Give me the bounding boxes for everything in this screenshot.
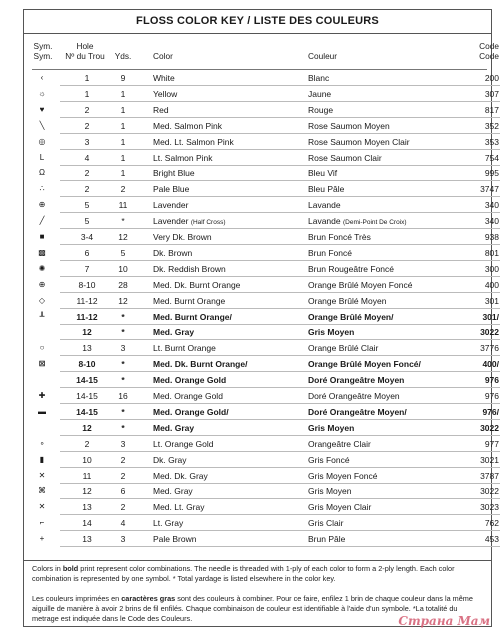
couleur-name-text: Orange Brûlé Moyen Foncé/: [308, 359, 421, 370]
page-title: FLOSS COLOR KEY / LISTE DES COULEURS: [136, 15, 379, 27]
couleur-name-text: Lavande: [308, 216, 341, 227]
color-name-text: Med. Orange Gold: [153, 391, 223, 401]
couleur-name-text: Gris Moyen: [308, 327, 355, 338]
color-name: [153, 468, 208, 484]
couleur-name: [308, 197, 341, 213]
floss-code: 762: [484, 518, 499, 529]
hole-number: 2: [84, 168, 90, 179]
hole-number: 11-12: [76, 295, 98, 306]
floss-code: 3747: [480, 184, 499, 195]
chart-symbol-icon: ⌘: [38, 486, 46, 496]
hole-number: 3: [84, 136, 90, 147]
chart-symbol-icon: ◇: [38, 295, 46, 305]
chart-symbol-icon: ■: [39, 232, 45, 241]
color-name: [153, 70, 175, 86]
couleur-name: [308, 420, 354, 436]
table-row: [30, 181, 499, 197]
chart-symbol-icon: Ω: [39, 168, 45, 178]
couleur-name: [308, 372, 404, 388]
color-name-text: Bright Blue: [153, 168, 195, 179]
color-name: [153, 118, 222, 134]
couleur-name: [308, 181, 344, 197]
color-name: [153, 340, 216, 356]
couleur-name-text: Jaune: [308, 88, 332, 99]
table-row: [30, 293, 499, 309]
couleur-name-text: Gris Clair: [308, 518, 344, 529]
couleur-name-text: Doré Orangeâtre Moyen/: [308, 406, 407, 417]
chart-symbol-icon: ⊕: [38, 279, 46, 289]
yardage: 1: [120, 120, 126, 131]
hole-number: 2: [84, 184, 90, 195]
hole-number: 5: [84, 216, 90, 227]
color-name-text: Med. Salmon Pink: [153, 120, 222, 131]
couleur-name: [308, 388, 400, 404]
floss-code: 976: [484, 375, 499, 386]
table-row: [30, 134, 499, 150]
hole-number: 2: [84, 438, 90, 449]
yardage: 2: [120, 454, 126, 465]
couleur-name: [308, 118, 390, 134]
color-name-text: Lt. Orange Gold: [153, 438, 214, 449]
color-name: [153, 150, 213, 166]
color-name-text: Very Dk. Brown: [153, 232, 212, 242]
floss-code: 400: [484, 279, 499, 290]
chart-symbol-icon: ▮: [39, 454, 45, 464]
chart-symbol-icon: ‹: [40, 73, 44, 82]
color-name-text: Lt. Burnt Orange: [153, 343, 216, 354]
color-note: (Half Cross): [190, 219, 226, 227]
floss-code: 340: [484, 216, 499, 227]
couleur-name: [308, 277, 412, 293]
hole-number: 14-15: [76, 375, 98, 386]
couleur-name-text: Rose Saumon Moyen: [308, 120, 390, 131]
hole-number: 14-15: [76, 391, 98, 401]
yardage: 6: [120, 486, 126, 497]
color-name: [153, 309, 232, 325]
floss-code: 938: [484, 232, 499, 242]
couleur-name: [308, 261, 394, 277]
floss-code: 817: [484, 104, 499, 115]
color-name-text: Med. Gray: [153, 327, 195, 338]
yardage: 16: [118, 391, 128, 401]
color-name-text: Lt. Gray: [153, 518, 184, 529]
color-name: [153, 102, 169, 118]
couleur-name: [308, 324, 354, 340]
couleur-name-text: Brun Foncé: [308, 247, 352, 258]
hole-number: 8-10: [78, 279, 96, 290]
color-name: [153, 483, 193, 499]
yardage: 10: [118, 263, 128, 274]
hole-number: 14-15: [76, 406, 98, 417]
color-name: [153, 452, 187, 468]
floss-code: 307: [484, 88, 499, 99]
yardage: *: [121, 311, 125, 322]
table-row: [30, 118, 499, 134]
hole-number: 5: [84, 200, 90, 211]
table-row: [30, 213, 499, 229]
couleur-name-text: Gris Moyen: [308, 422, 355, 433]
table-row: [30, 165, 499, 181]
couleur-name: [308, 309, 394, 325]
color-name: [153, 277, 240, 293]
table-row: [30, 261, 499, 277]
color-name-text: Lavender: [153, 200, 189, 211]
hole-number: 14: [82, 518, 92, 529]
table-row: [30, 420, 499, 436]
header-code: Code Code: [479, 41, 499, 61]
table-row: [30, 340, 499, 356]
yardage: 2: [120, 184, 126, 195]
hole-number: 8-10: [78, 359, 96, 370]
yardage: 2: [120, 470, 126, 481]
couleur-name: [308, 245, 352, 261]
couleur-name-text: Rose Saumon Moyen Clair: [308, 136, 410, 147]
hole-number: 7: [84, 263, 90, 274]
couleur-name-text: Brun Rougeâtre Foncé: [308, 263, 394, 274]
yardage: 9: [120, 73, 126, 83]
couleur-name: [308, 102, 333, 118]
table-row: [30, 436, 499, 452]
chart-symbol-icon: ✺: [38, 263, 46, 273]
yardage: *: [121, 216, 125, 227]
hole-number: 12: [82, 486, 92, 497]
header-color: Color: [153, 51, 173, 61]
couleur-name: [308, 468, 377, 484]
chart-symbol-icon: ✚: [38, 391, 46, 400]
couleur-name-text: Gris Moyen: [308, 486, 352, 497]
table-row: [30, 388, 499, 404]
color-name-text: Med. Orange Gold: [153, 375, 227, 386]
color-name-text: Red: [153, 104, 169, 115]
couleur-name-text: Orange Brûlé Moyen: [308, 295, 387, 306]
chart-symbol-icon: ▬: [38, 406, 46, 416]
hole-number: 1: [84, 88, 90, 99]
couleur-name-text: Orange Brûlé Moyen Foncé: [308, 279, 413, 290]
floss-code: 977: [484, 438, 499, 449]
chart-symbol-icon: ⊠: [38, 359, 46, 369]
color-name-text: Lt. Salmon Pink: [153, 152, 213, 163]
floss-code: 453: [484, 534, 499, 545]
color-name-text: Lavender: [153, 216, 189, 227]
yardage: 1: [120, 136, 126, 147]
watermark-logo: Страна Мам: [398, 614, 490, 628]
couleur-name-text: Orange Brûlé Moyen/: [308, 311, 394, 322]
yardage: 12: [118, 232, 128, 242]
couleur-name-text: Doré Orangeâtre Moyen: [308, 391, 400, 401]
floss-code: 353: [484, 136, 499, 147]
color-name: [153, 134, 234, 150]
notes-divider: [23, 560, 492, 561]
color-name: [153, 356, 247, 372]
notes-french: Les couleurs imprimées en caractères gras sont des couleurs à combiner. Pour ce faire, enfilez 1 brin de chaque couleur dans la même aiguille de manière à avoir 2 brins de fil enfilés. Chaque combinaison de couleur est identifiable à l'aide d'un symbole. *La totalité du metrage est indiquée dans le Code des Couleurs.: [32, 594, 473, 623]
floss-code: 301: [484, 295, 499, 306]
color-name: [153, 324, 194, 340]
color-name-text: Pale Brown: [153, 534, 197, 545]
floss-code: 200: [484, 73, 499, 83]
table-row: [30, 404, 499, 420]
table-row: [30, 452, 499, 468]
yardage: 3: [120, 438, 126, 449]
yardage: *: [121, 327, 125, 338]
chart-symbol-icon: ▩: [38, 247, 46, 257]
color-name: [153, 372, 226, 388]
floss-code: 3787: [480, 470, 499, 481]
couleur-name-text: Bleu Vif: [308, 168, 338, 179]
header-hole: Hole Nº du Trou: [65, 41, 105, 61]
color-name: [153, 165, 195, 181]
color-name: [153, 261, 226, 277]
chart-symbol-icon: ∴: [39, 184, 45, 194]
couleur-note: (Demi-Point De Croix): [343, 219, 407, 227]
color-name-text: Dk. Brown: [153, 247, 193, 258]
couleur-name: [308, 436, 371, 452]
chart-symbol-icon: ⊕: [38, 200, 46, 210]
chart-symbol-icon: ✕: [38, 502, 46, 512]
couleur-name: [308, 293, 386, 309]
hole-number: 2: [84, 120, 90, 131]
chart-symbol-icon: ∘: [39, 438, 45, 448]
table-row: [30, 102, 499, 118]
color-name-text: Med. Lt. Gray: [153, 502, 205, 513]
color-name: [153, 420, 194, 436]
table-row: [30, 197, 499, 213]
yardage: 1: [120, 88, 126, 99]
yardage: 11: [118, 200, 128, 211]
floss-code: 3022: [480, 422, 499, 433]
yardage: *: [121, 375, 125, 386]
color-name-text: Med. Burnt Orange: [153, 295, 226, 306]
chart-symbol-icon: ☼: [38, 88, 46, 98]
couleur-name-text: Brun Pâle: [308, 534, 346, 545]
header-yds: Yds.: [114, 51, 132, 61]
color-name-text: Med. Lt. Salmon Pink: [153, 136, 234, 147]
couleur-name-text: Rose Saumon Clair: [308, 152, 382, 163]
hole-number: 12: [82, 422, 92, 433]
color-name-text: Med. Gray: [153, 422, 195, 433]
color-name: [153, 197, 188, 213]
couleur-name-text: Doré Orangeâtre Moyen: [308, 375, 405, 386]
couleur-name-text: Orange Brûlé Clair: [308, 343, 379, 354]
couleur-name-text: Rouge: [308, 104, 334, 115]
table-row: [30, 277, 499, 293]
color-name-text: Yellow: [153, 88, 178, 99]
couleur-name: [308, 515, 343, 531]
hole-number: 3-4: [80, 232, 94, 242]
chart-symbol-icon: ╱: [39, 216, 45, 226]
table-row: [30, 499, 499, 515]
color-name: [153, 515, 183, 531]
couleur-name: [308, 483, 351, 499]
color-name: [153, 245, 192, 261]
color-name-text: Pale Blue: [153, 184, 190, 195]
yardage: 3: [120, 343, 126, 354]
couleur-name-text: Blanc: [308, 73, 330, 83]
color-name-text: White: [153, 73, 175, 83]
color-name-text: Med. Gray: [153, 486, 193, 497]
hole-number: 11: [82, 470, 92, 481]
hole-number: 13: [82, 502, 92, 513]
floss-code: 995: [484, 168, 499, 179]
couleur-name-text: Bleu Pâle: [308, 184, 345, 195]
yardage: *: [121, 406, 125, 417]
floss-code: 976/: [482, 406, 499, 417]
couleur-name: [308, 70, 329, 86]
color-name: [153, 229, 212, 245]
chart-symbol-icon: L: [39, 152, 45, 162]
hole-number: 2: [84, 104, 90, 115]
floss-code: 976: [484, 391, 499, 401]
chart-symbol-icon: ✕: [38, 470, 46, 480]
table-row: [30, 531, 499, 547]
floss-code: 301/: [482, 311, 499, 322]
color-name: [153, 404, 229, 420]
table-row: [30, 356, 499, 372]
floss-code: 754: [484, 152, 499, 163]
color-name-text: Dk. Gray: [153, 454, 187, 465]
yardage: 5: [120, 247, 126, 258]
couleur-name-text: Brun Foncé Très: [308, 232, 371, 242]
floss-code: 3023: [480, 502, 499, 513]
table-row: [30, 372, 499, 388]
color-name-text: Med. Dk. Burnt Orange: [153, 279, 241, 290]
table-row: [30, 70, 499, 86]
couleur-name-text: Gris Moyen Clair: [308, 502, 372, 513]
header-couleur: Couleur: [308, 51, 338, 61]
floss-code: 3022: [480, 486, 499, 497]
couleur-name: [308, 340, 378, 356]
table-row: [30, 150, 499, 166]
color-name: [153, 388, 223, 404]
table-row: [30, 515, 499, 531]
title-divider: [23, 33, 492, 34]
yardage: 1: [120, 168, 126, 179]
table-row: [30, 86, 499, 102]
color-name-text: Dk. Reddish Brown: [153, 263, 226, 274]
couleur-name: [308, 86, 331, 102]
header-sym: Sym. Sym.: [33, 41, 53, 61]
floss-code: 801: [484, 247, 499, 258]
hole-number: 13: [82, 343, 92, 354]
floss-code: 352: [484, 120, 499, 131]
chart-symbol-icon: ┸: [39, 311, 45, 321]
floss-code: 3022: [480, 327, 499, 338]
table-row: [30, 229, 499, 245]
yardage: 1: [120, 104, 126, 115]
chart-symbol-icon: ╲: [39, 120, 45, 130]
couleur-name: [308, 404, 407, 420]
floss-code: 400/: [482, 359, 499, 370]
chart-symbol-icon: ○: [39, 343, 45, 353]
row-divider: [60, 546, 500, 547]
color-name-text: Med. Dk. Gray: [153, 470, 208, 481]
couleur-name-text: Gris Moyen Foncé: [308, 470, 378, 481]
color-name: [153, 181, 189, 197]
couleur-name-text: Gris Foncé: [308, 454, 350, 465]
yardage: 12: [118, 295, 128, 306]
yardage: 3: [120, 534, 126, 545]
hole-number: 12: [82, 327, 92, 338]
color-name-text: Med. Dk. Burnt Orange/: [153, 359, 248, 370]
yardage: 2: [120, 502, 126, 513]
couleur-name: [308, 134, 410, 150]
hole-number: 1: [84, 73, 90, 83]
couleur-name: [308, 356, 421, 372]
chart-symbol-icon: ⌐: [39, 518, 45, 528]
couleur-name: [308, 229, 371, 245]
floss-code: 3021: [480, 454, 499, 465]
color-name: [153, 436, 213, 452]
color-name: [153, 86, 177, 102]
hole-number: 13: [82, 534, 92, 545]
couleur-name: [308, 499, 371, 515]
yardage: 4: [120, 518, 126, 529]
yardage: *: [121, 359, 125, 370]
couleur-name: [308, 165, 337, 181]
couleur-name: [308, 150, 382, 166]
color-name-text: Med. Burnt Orange/: [153, 311, 232, 322]
color-name: [153, 531, 196, 547]
hole-number: 6: [84, 247, 90, 258]
hole-number: 11-12: [76, 311, 98, 322]
floss-code: 3776: [480, 343, 499, 354]
notes-english: Colors in bold print represent color combinations. The needle is threaded with 1-ply of each color to form a 2-ply length. Each color combination is represented by one symbol. * Total yardage is listed elsewhere in the color key.: [32, 564, 455, 583]
table-row: [30, 309, 499, 325]
couleur-name: [308, 452, 350, 468]
chart-symbol-icon: ♥: [39, 104, 45, 114]
couleur-name: [308, 531, 345, 547]
yardage: 28: [118, 279, 128, 290]
yardage: 1: [120, 152, 126, 163]
table-row: [30, 468, 499, 484]
color-name: [153, 293, 225, 309]
floss-code: 300: [484, 263, 499, 274]
table-row: [30, 245, 499, 261]
color-name: [153, 499, 205, 515]
chart-symbol-icon: ◎: [38, 136, 46, 146]
table-row: [30, 324, 499, 340]
chart-symbol-icon: +: [39, 534, 45, 544]
hole-number: 4: [84, 152, 90, 163]
floss-code: 340: [484, 200, 499, 211]
color-name-text: Med. Orange Gold/: [153, 406, 229, 417]
yardage: *: [121, 422, 125, 433]
hole-number: 10: [82, 454, 92, 465]
couleur-name-text: Lavande: [308, 200, 341, 211]
couleur-name-text: Orangeâtre Clair: [308, 438, 371, 449]
table-row: [30, 483, 499, 499]
